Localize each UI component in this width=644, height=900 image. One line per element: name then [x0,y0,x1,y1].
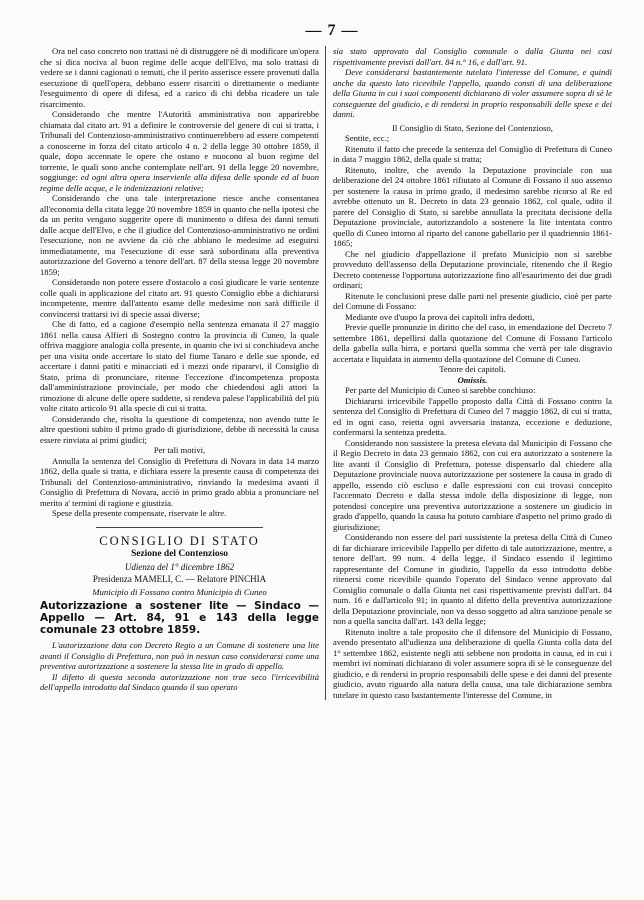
hearing-date: Udienza del 1° dicembre 1862 [124,561,235,572]
chapters-heading: Tenore dei capitoli. [439,364,506,374]
paragraph: Annulla la sentenza del Consiglio di Prefettura di Novara in data 14 marzo 1862, della quale si tratta, e dichiara essere la presente causa di competenza dei Tribunali del Contenzioso-amministrativo, rinviando la medesima avanti il Consiglio di Prefettura di Novara, acciò in primo grado abbia a pronunciare nel merito a' termini di ragione e giustizia. [40,455,319,508]
paragraph: Che nel giudicio d'appellazione il prefato Municipio non si sarebbe provveduto dell'assenso della Deputazione provinciale, ritenendo che il Regio Decreto contenesse l'opportuna autorizzazione fino all'esaurimento dei due gradi ordinari; [333,248,612,290]
quoted-law: ed ogni altra opera inservienle alla difesa delle sponde ed al buon regime delle acque, e le indenizzazioni relative; [40,172,319,193]
text-columns [40,46,624,700]
paragraph: Ritenute le conclusioni prese dalle parti nel presente giudicio, cioè per parte del Comune di Fossano: [333,290,612,311]
omissis: Omissis. [457,374,488,385]
page-number: — 7 — [305,22,359,39]
court-intro: Il Consiglio di Stato, Sezione del Contenzioso, [392,122,553,133]
headnote: L'autorizzazione data con Decreto Regio a un Comune di sostenere una lite avanti il Consiglio di Prefettura, non può in nessun caso considerarsi come una preventiva autorizzazione a sostenere la stessa lite in grado di appello. [40,640,319,671]
per-motivi: Per tali motivi, [153,445,206,455]
paragraph: Ora nel caso concreto non trattasi nè di distruggere nè di modificare un'opera che si dica nociva al buon regime delle acque dell'Elvo, ma solo trattasi di vedere se i danni cagionati o temuti, che il perito asserisce essere provenuti dalla esecuzione di quell'opera, debbano essere risarciti o direttamente o mediante l'eseguimento di opere di difesa, ed a carico di chi debba ricadere un tale risarcimento. [40,46,319,109]
paragraph: Mediante ove d'uopo la prova dei capitoli infra dedotti, [345,311,535,322]
section-heading: Sezione del Contenzioso [130,549,229,559]
paragraph: Per parte del Municipio di Cuneo si sarebbe conchiuso: [345,385,536,395]
right-column [325,46,612,700]
paragraph: Sentite, ecc.; [345,133,390,143]
paragraph: Considerando che una tale interpretazione riesce anche consentanea all'economia della citata legge 20 novembre 1859 in quanto che nella ipotesi che da un perito vengano suggerite opere di munimento o difesa dei danni temuti dalle acque dell'Elvo, e che il giudice del Contenzioso-amministrativo ne ordini l'esecuzione, non ne avviene da ciò che abbiano le medesime ad eseguirsi immediatamente, ma l'esecuzione di esse sarà subordinata alla preventiva autorizzazione del Governo a tenore dell'art. 87 della stessa legge 20 novembre 1859; [40,193,319,277]
paragraph: Ritenuto, inoltre, che avendo la Deputazione provinciale con sua deliberazione del 24 ottobre 1861 rifiutato al Comune di Fossano il suo assenso per sostenere la causa in primo grado, il medesimo sarebbe ricorso al Re ed avrebbe ottenuto un R. Decreto in data 23 gennaio 1862, col quale, udito il parere del Consiglio di Stato, si sarebbe annullata la precitata decisione della Deputazione provinciale, autorizzandolo a sostenere la lite intentata contro quello di Cuneo intorno al riparto del canone gabellario per il quadriennio 1861-1865; [333,164,612,248]
headnote: Il difetto di questa seconda autorizzazione non trae seco l'irricevibilità dell'appello introdotto dal Sindaco quando il suo operato [40,671,319,692]
paragraph: Previe quelle pronunzie in diritto che del caso, in emendazione del Decreto 7 settembre 1861, depellirsi dalla quotazione del Comune di Fossano l'articolo della gabella sulla birra, e portarsi quella somma che verrà per tale disgravio accertata e liquidata in aumento della quotazione del Comune di Cuneo. [333,322,612,364]
paragraph: Ritenuto il fatto che precede la sentenza del Consiglio di Prefettura di Cuneo in data 7 maggio 1862, della quale si tratta; [333,143,612,164]
paragraph: Ritenuto inoltre a tale proposito che il difensore del Municipio di Fossano, avendo presentato all'udienza una deliberazione di quella Giunta colla data del 1° settembre 1862, esistente negli atti sebbene non prodotta in causa, ed in cui i membri ivi nominati dichiarano di voler assumere sopra di sè le conseguenze del giudicio, e di rendersi in proprio responsabili delle spese e dei danni del presente giudicio, avuto riguardo alla natura della causa, una tale dichiarazione sembra tutelare in questo caso bastantemente l'interesse del Comune, in [333,626,612,700]
paragraph: Considerando non potere essere d'ostacolo a così giudicare le varie sentenze colle quali in applicazione del citato art. 91 questo Consiglio ebbe a dichiararsi incompetente, mentre dall'attento esame delle medesime non sarà difficile il convincersi trattarsi ivi di specie assai diverse; [40,277,319,319]
paragraph: Considerando non sussistere la pretesa elevata dal Municipio di Fossano che il Regio Decreto in data 23 gennaio 1862, con cui era autorizzato a sostenere la lite avanti il Consiglio di Prefettura, potesse dispensarlo dal chiedere alla Deputazione provinciale nuova autorizzazione per sostenere la causa in grado di appello, essendo ciò escluso e dalle espressioni con cui trovasi concepito l'accennato Decreto e dalla stessa indole della disposizione di legge, non potendosi concepire una preventiva autorizzazione a sostenere un giudicio in grado d'appello, quando la causa ha potuto cambiare d'aspetto nel primo grado di giurisdizione; [333,437,612,532]
council-heading: CONSIGLIO DI STATO [99,533,260,548]
subject-heading: Autorizzazione a sostener lite — Sindaco — Appello — Art. 84, 91 e 143 della legge comunale 23 ottobre 1859. [40,600,319,636]
paragraph: Considerando non essere del pari sussistente la pretesa della Città di Cuneo di far dichiarare irricevibile l'appello per difetto di tale autorizzazione, mentre, a tenore dell'art. 99 num. 4 della legge, il Sindaco essendo il legittimo rappresentante del Comune in giudizio, l'appello da esso introdotto debbe ritenersi come ricevibile quando l'operato del Sindaco venne approvato dal Consiglio comunale o dalla Giunta nei casi rispettivamente previsti dall'art. 84 num. 16 e dall'articolo 91; in quanto al difetto della preventiva autorizzazione della Deputazione provinciale, non va desso soggetto ad altra sanzione penale se non a quella sancita dall'art. 143 della legge; [333,532,612,626]
paragraph: Che di fatto, ed a cagione d'esempio nella sentenza emanata il 27 maggio 1861 nella causa Alfieri di Sostegno contro la provincia di Cuneo, la quale offriva maggiore analogia colla presente, in quanto che ivi si conchiudeva anche per una visita onde accertare lo stato del fiume Tanaro e delle sue sponde, ed accertare i danni patiti e minacciati ed i mezzi onde ripararvi, il Consiglio di Stato, prima di pronunciare, ritenne l'eccezione d'incompetenza proposta dall'amministrazione provinciale, per modo che chiedendosi agli attori la rimozione di alcune delle opere suddette, si rendeva palese l'applicabilità del più volte citato articolo 91 alla specie di cui si tratta. [40,319,319,413]
paragraph: Spese della presente compensate, riservate le altre. [52,508,227,518]
section-divider [96,527,263,528]
paragraph: Dichiararsi irricevibile l'appello proposto dalla Città di Fossano contro la sentenza del Consiglio di Prefettura di Cuneo del 7 maggio 1862, di cui si tratta, ed in ogni caso, reietta ogni avversaria instanza, eccezione e deduzione, confermarsi la sentenza predetta. [333,395,612,437]
presidency-line: Presidenza MAMELI, C. — Relatore PINCHIA [92,574,267,584]
paragraph: Considerando che, risolta la questione di competenza, non avendo tutte le altre questioni subito il primo grado di giurisdizione, debbe di necessità la causa essere rinviata ai primi giudici; [40,413,319,445]
headnote: Deve considerarsi bastantemente tutelato l'interesse del Comune, e quindi anche da questo lato ricevibile l'appello, quando consti di una deliberazione della Giunta in cui i suoi componenti dichiarano di voler assumere sopra di sè le conseguenze del giudicio, e di rendersi in proprio responsabili delle spese e dei danni. [333,67,612,119]
parties-line: Municipio di Fossano contro Municipio di Cuneo [92,586,267,597]
left-column [40,46,325,700]
paragraph: Considerando che mentre l'Autorità amministrativa non apparirebbe chiamata dal citato art. 91 a definire le controversie del genere di cui si tratta, i Tribunali del Contenzioso-amministrativo continuerebbero ad essere competenti a conoscerne in forza del citato articolo 4 n. 2 della legge 30 ottobre 1859, il quale, dopo accennate le opere che ostano e nuocono al buon regime del torrente, le quali sono anche contemplate nell'art. 91 della legge 20 novembre, soggiunge: ed ogni altra opera inservienle alla difesa delle sponde ed al buon regime delle acque, e le indenizzazioni relative; [40,109,319,193]
headnote-continued: sia stato approvato dal Consiglio comunale o dalla Giunta nei casi rispettivamente previsti dall'art. 84 n.° 16, e dall'art. 91. [333,46,612,67]
